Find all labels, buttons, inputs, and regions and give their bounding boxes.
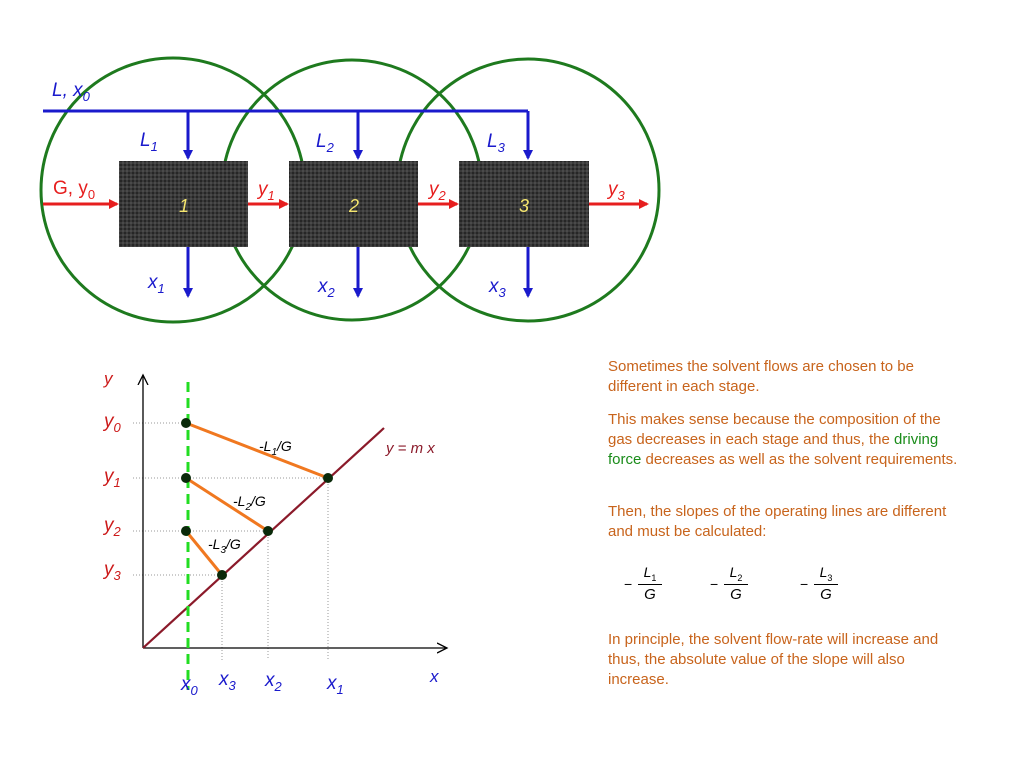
- paragraph-3: [608, 502, 958, 542]
- formula-3-bar: [814, 584, 838, 585]
- equilibrium-line: [143, 428, 384, 648]
- slope-label-3: $-L_3/G$: [208, 536, 241, 556]
- y-tick-y1: $y_1$: [104, 466, 121, 490]
- paragraph-2: [608, 410, 958, 470]
- paragraph-4: [608, 630, 958, 690]
- y-tick-y2: $y_2$: [104, 515, 121, 539]
- operating-diagram: [102, 369, 447, 698]
- x-axis-label: x: [430, 667, 439, 686]
- stage-2-number: 2: [348, 196, 360, 216]
- formula-2-bar: [724, 584, 748, 585]
- paragraph-3-text: Then, the slopes of the operating lines are different and must be calculated:: [608, 503, 947, 540]
- x-tick-x2: $x_2$: [265, 670, 282, 694]
- point-x0-y0: [181, 418, 191, 428]
- point-x3-y3: [217, 570, 227, 580]
- y-tick-y3: $y_3$: [104, 559, 121, 583]
- paragraph-2-b: decreases as well as the solvent requirements.: [641, 451, 958, 468]
- formula-1-denominator: G: [644, 586, 656, 603]
- label-gas-1: $y_1$: [258, 179, 275, 203]
- driving-force-term: driving force: [608, 431, 939, 468]
- formula-3-numerator: $L_3$: [819, 564, 833, 583]
- x-tick-x3: $x_3$: [219, 669, 236, 693]
- formula-3-minus: −: [800, 576, 809, 592]
- equilibrium-label: y = m x: [386, 440, 435, 457]
- label-gas-2: $y_2$: [429, 179, 446, 203]
- formula-1-numerator: $L_1$: [643, 564, 657, 583]
- paragraph-2-text: [608, 410, 958, 470]
- formula-3-denominator: G: [820, 586, 832, 603]
- slope-label-2: $-L_2/G$: [233, 493, 266, 513]
- paragraph-1: [608, 357, 958, 397]
- label-liquid-out-1: $x_1$: [148, 272, 165, 296]
- x-tick-x0: $x_0$: [181, 674, 198, 698]
- slope-label-1: $-L_1/G$: [259, 438, 292, 458]
- label-liquid-out-3: $x_3$: [489, 276, 506, 300]
- paragraph-2-a: This makes sense because the composition of the gas decreases in each stage and thus, the: [608, 411, 941, 448]
- point-x2-y2: [263, 526, 273, 536]
- flowsheet: [41, 58, 659, 322]
- operating-line-1: [186, 423, 328, 478]
- formula-1-minus: −: [624, 576, 633, 592]
- point-x0-y2: [181, 526, 191, 536]
- y-axis-label: y: [104, 369, 113, 388]
- label-gas-3: $y_3$: [608, 179, 625, 203]
- label-gas-feed: G, $y_0$: [53, 178, 96, 202]
- stage-3-number: 3: [518, 196, 530, 216]
- formula-2-minus: −: [710, 576, 719, 592]
- x-tick-x1: $x_1$: [327, 673, 344, 697]
- label-solvent-3: $L_3$: [487, 131, 505, 155]
- stage-1-number: 1: [178, 196, 190, 216]
- slope-formulas: [618, 562, 878, 612]
- label-liquid-feed: L, $x_0$: [52, 80, 90, 104]
- label-liquid-out-2: $x_2$: [318, 276, 335, 300]
- formula-1-bar: [638, 584, 662, 585]
- paragraph-1-text: Sometimes the solvent flows are chosen to be different in each stage.: [608, 358, 914, 395]
- formula-2-numerator: $L_2$: [729, 564, 743, 583]
- label-solvent-1: $L_1$: [140, 130, 158, 154]
- label-solvent-2: $L_2$: [316, 131, 334, 155]
- point-x1-y1: [323, 473, 333, 483]
- paragraph-4-text: In principle, the solvent flow-rate will increase and thus, the absolute value of the slope will also increase.: [608, 631, 939, 688]
- point-x0-y1: [181, 473, 191, 483]
- y-tick-y0: $y_0$: [104, 411, 121, 435]
- formula-2-denominator: G: [730, 586, 742, 603]
